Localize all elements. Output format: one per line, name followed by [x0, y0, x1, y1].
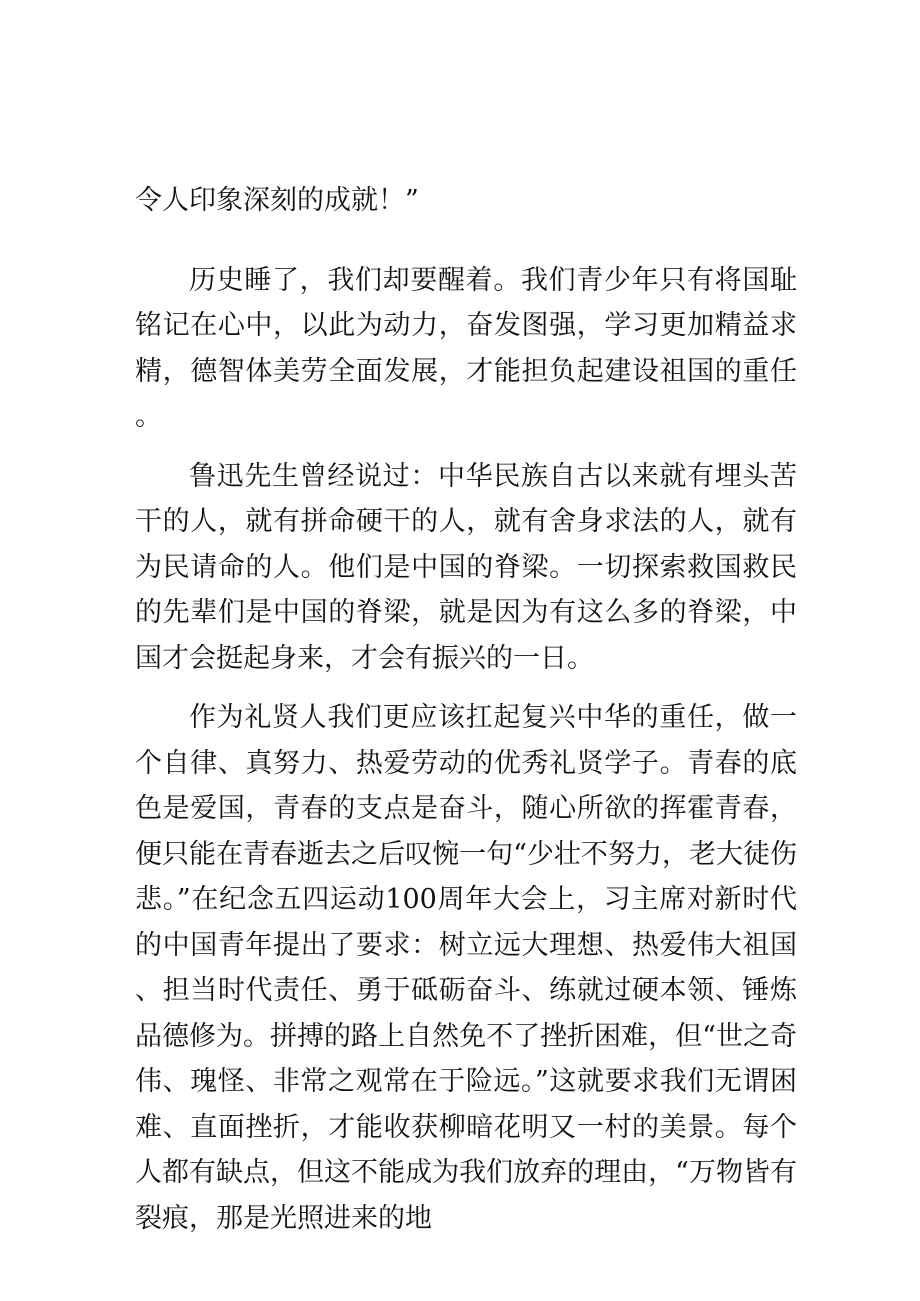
paragraph-lixian-students: 作为礼贤人我们更应该扛起复兴中华的重任，做一个自律、真努力、热爱劳动的优秀礼贤学子。青春的底色是爱国，青春的支点是奋斗，随心所欲的挥霍青春，便只能在青春逝去之后叹惋一句“少壮不努力，老大徒伤悲。”在纪念五四运动100周年大会上，习主席对新时代的中国青年提出了要求：树立远大理想、热爱伟大祖国、担当时代责任、勇于砥砺奋斗、练就过硬本领、锤炼品德修为。拼搏的路上自然免不了挫折困难，但“世之奇伟、瑰怪、非常之观常在于险远。”这就要求我们无谓困难、直面挫折，才能收获柳暗花明又一村的美景。每个人都有缺点，但这不能成为我们放弃的理由，“万物皆有裂痕，那是光照进来的地	[135, 702, 797, 1234]
paragraph-luxun-quote: 鲁迅先生曾经说过：中华民族自古以来就有埋头苦干的人，就有拼命硬干的人，就有舍身求法的人，就有为民请命的人。他们是中国的脊梁。一切探索救国救民的先辈们是中国的脊梁，就是因为有这么多的脊梁，中国才会挺起身来，才会有振兴的一日。	[135, 460, 797, 674]
body-text	[135, 178, 797, 1241]
paragraph-continuation: 令人印象深刻的成就！”	[135, 185, 419, 216]
paragraph-history: 历史睡了，我们却要醒着。我们青少年只有将国耻铭记在心中，以此为动力，奋发图强，学习更加精益求精，德智体美劳全面发展，才能担负起建设祖国的重任。	[135, 264, 797, 432]
